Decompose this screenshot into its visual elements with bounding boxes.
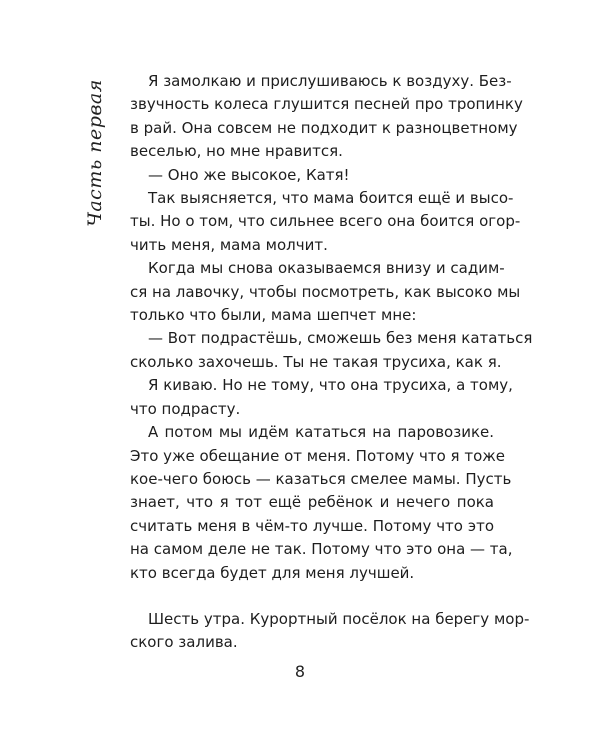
text-line: Когда мы снова оказываемся внизу и садим-: [148, 259, 505, 278]
text-line: Я замолкаю и прислушиваюсь к воздуху. Без-: [148, 72, 512, 90]
text-line: чить меня, мама молчит.: [130, 235, 328, 254]
text-line: в рай. Она совсем не подходит к разноцветному: [130, 118, 518, 137]
body-text: [130, 70, 533, 655]
chapter-side-title-text: Часть первая: [84, 79, 107, 227]
text-line: — Вот подрастёшь, сможешь без меня кататься: [148, 329, 533, 348]
text-line: считать меня в чём-то лучше. Потому что это: [130, 516, 494, 535]
text-line: знает, что я тот ещё ребёнок и нечего пока: [130, 493, 494, 512]
text-line: Шесть утра. Курортный посёлок на берегу мор-: [148, 609, 530, 628]
text-line: звучность колеса глушится песней про тропинку: [130, 95, 523, 114]
page-number: 8: [294, 662, 306, 681]
paragraph-gap: [130, 585, 494, 608]
text-line: сколько захочешь. Ты не такая трусиха, как я.: [130, 352, 502, 371]
text-line: А потом мы идём кататься на паровозике.: [148, 423, 494, 442]
text-line: Я киваю. Но не тому, что она трусиха, а тому,: [148, 376, 513, 395]
chapter-side-title: [78, 78, 112, 228]
text-line: на самом деле не так. Потому что это она — та,: [130, 540, 513, 559]
text-line: Это уже обещание от меня. Потому что я тоже: [130, 446, 505, 465]
text-line: — Оно же высокое, Катя!: [148, 165, 350, 184]
text-line: ся на лавочку, чтобы посмотреть, как высоко мы: [130, 282, 521, 301]
text-line: Так выясняется, что мама боится ещё и высо-: [148, 189, 514, 208]
text-line: кто всегда будет для меня лучшей.: [130, 563, 415, 582]
text-line: только что были, мама шепчет мне:: [130, 306, 417, 325]
text-line: ты. Но о том, что сильнее всего она боится огор-: [130, 212, 521, 231]
text-line: веселью, но мне нравится.: [130, 142, 343, 161]
text-line: ского залива.: [130, 633, 238, 652]
text-line: кое-чего боюсь — казаться смелее мамы. Пусть: [130, 469, 512, 488]
text-line: что подрасту.: [130, 399, 241, 418]
